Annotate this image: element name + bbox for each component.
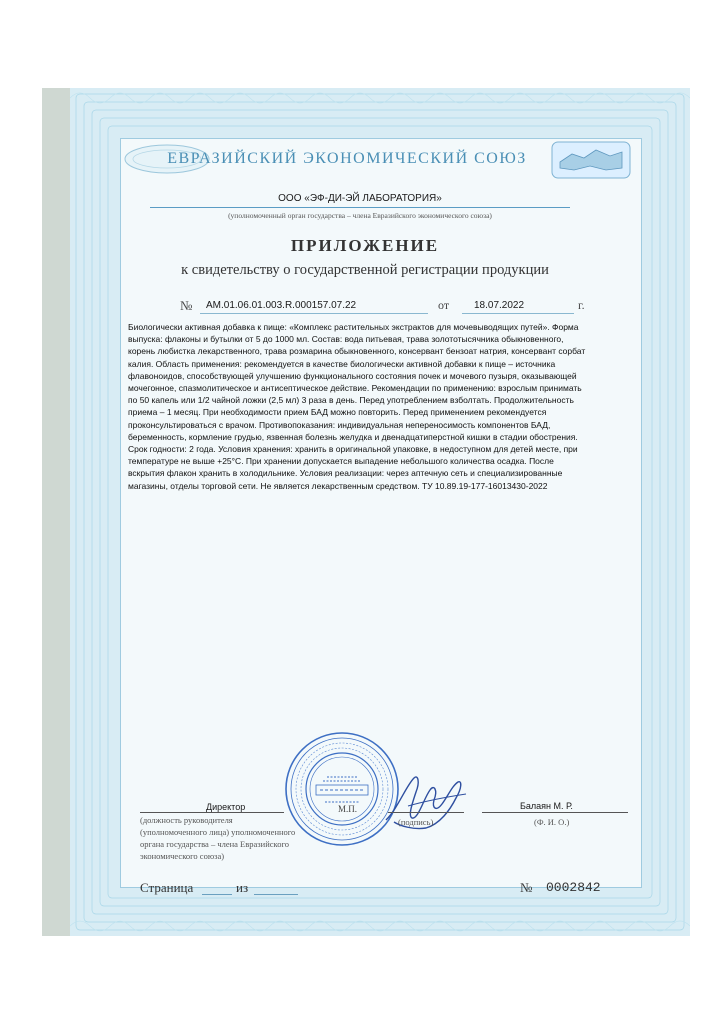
signatory-name: Балаян М. Р. — [520, 801, 573, 811]
page-label: Страница — [140, 880, 194, 895]
document-title: ПРИЛОЖЕНИЕ — [290, 236, 440, 255]
year-suffix: г. — [578, 298, 585, 312]
organization-note: (уполномоченный орган государства – члена Евразийского экономического союза) — [228, 211, 492, 220]
role-underline — [140, 812, 284, 813]
page-total-underline — [254, 894, 298, 895]
organization-underline — [150, 207, 570, 208]
position-caption — [140, 814, 330, 862]
number-underline — [200, 313, 428, 314]
date-from-label: от — [438, 298, 450, 312]
eaeu-map-emblem-icon — [550, 140, 632, 180]
registration-number: AM.01.06.01.003.R.000157.07.22 — [206, 300, 357, 311]
date-underline — [462, 313, 574, 314]
description-line: температуре не выше +25°С. При хранении допускается выпадение небольшого количества осадка. После — [128, 456, 554, 467]
page-of-label: из — [236, 880, 249, 895]
description-line: Биологически активная добавка к пище: «Комплекс растительных экстрактов для мочевыводящих путей». Форма — [128, 322, 579, 332]
description-line: корень любистка лекарственного, трава розмарина обыкновенного, консервант бензоат натрия, консервант сорбат — [128, 346, 586, 357]
serial-sign: № — [520, 880, 533, 895]
description-line: беременность, кормление грудью, язвенная болезнь желудка и двенадцатиперстной кишки в стадии обострения. — [128, 431, 578, 442]
scan-edge — [42, 88, 70, 936]
signature-underline — [388, 812, 464, 813]
document-subtitle: к свидетельству о государственной регистрации продукции — [181, 262, 549, 278]
description-line: мочегонное, спазмолитическое и антисептическое действие. Рекомендации по применению: взрослым принимать — [128, 383, 582, 394]
signature-caption: (подпись) — [398, 817, 434, 827]
description-line: по 50 капель или 1/2 чайной ложки (2,5 мл) 3 раза в день. Перед употреблением взболтать. Продолжительность — [128, 395, 574, 406]
registration-date: 18.07.2022 — [474, 300, 525, 311]
stamp-mark: М.П. — [338, 804, 358, 814]
position-caption-line: (должность руководителя — [140, 815, 233, 825]
serial-number: 0002842 — [546, 880, 601, 895]
description-line: магазины, отделы торговой сети. Не является лекарственным средством. ТУ 10.89.19-177-16013430-2022 — [128, 480, 548, 491]
description-line: проконсультироваться с врачом. Противопоказания: индивидуальная непереносимость компонентов БАД, — [128, 419, 551, 430]
name-caption: (Ф. И. О.) — [534, 817, 570, 827]
position-caption-line: органа государства – члена Евразийского — [140, 839, 289, 849]
product-description — [128, 321, 614, 492]
page-number-underline — [202, 894, 232, 895]
signatory-role: Директор — [206, 802, 246, 812]
number-sign: № — [180, 298, 193, 313]
name-underline — [482, 812, 628, 813]
organization-name: ООО «ЭФ-ДИ-ЭЙ ЛАБОРАТОРИЯ» — [278, 193, 442, 204]
description-line: калия. Область применения: рекомендуется в качестве биологически активной добавки к пище – источника — [128, 358, 556, 369]
position-caption-line: экономического союза) — [140, 851, 225, 861]
union-name: ЕВРАЗИЙСКИЙ ЭКОНОМИЧЕСКИЙ СОЮЗ — [167, 150, 527, 167]
position-caption-line: (уполномоченного лица) уполномоченного — [140, 827, 296, 837]
description-line: флавоноидов, способствующей улучшению функционального состояния почек и мочевого пузыря, оказывающей — [128, 370, 577, 381]
description-line: вскрытия флакон хранить в холодильнике. Условия реализации: через аптечную сеть и специализированные — [128, 468, 563, 479]
description-line: приема – 1 месяц. При необходимости прием БАД можно повторить. Перед применением рекомендуется — [128, 407, 547, 418]
description-line: Срок годности: 2 года. Условия хранения: хранить в оригинальной упаковке, в недоступном для детей месте, при — [128, 444, 578, 455]
description-line: выпуска: флаконы и бутылки от 5 до 1000 мл. Состав: вода питьевая, трава золототысячника обыкновенного, — [128, 334, 564, 345]
